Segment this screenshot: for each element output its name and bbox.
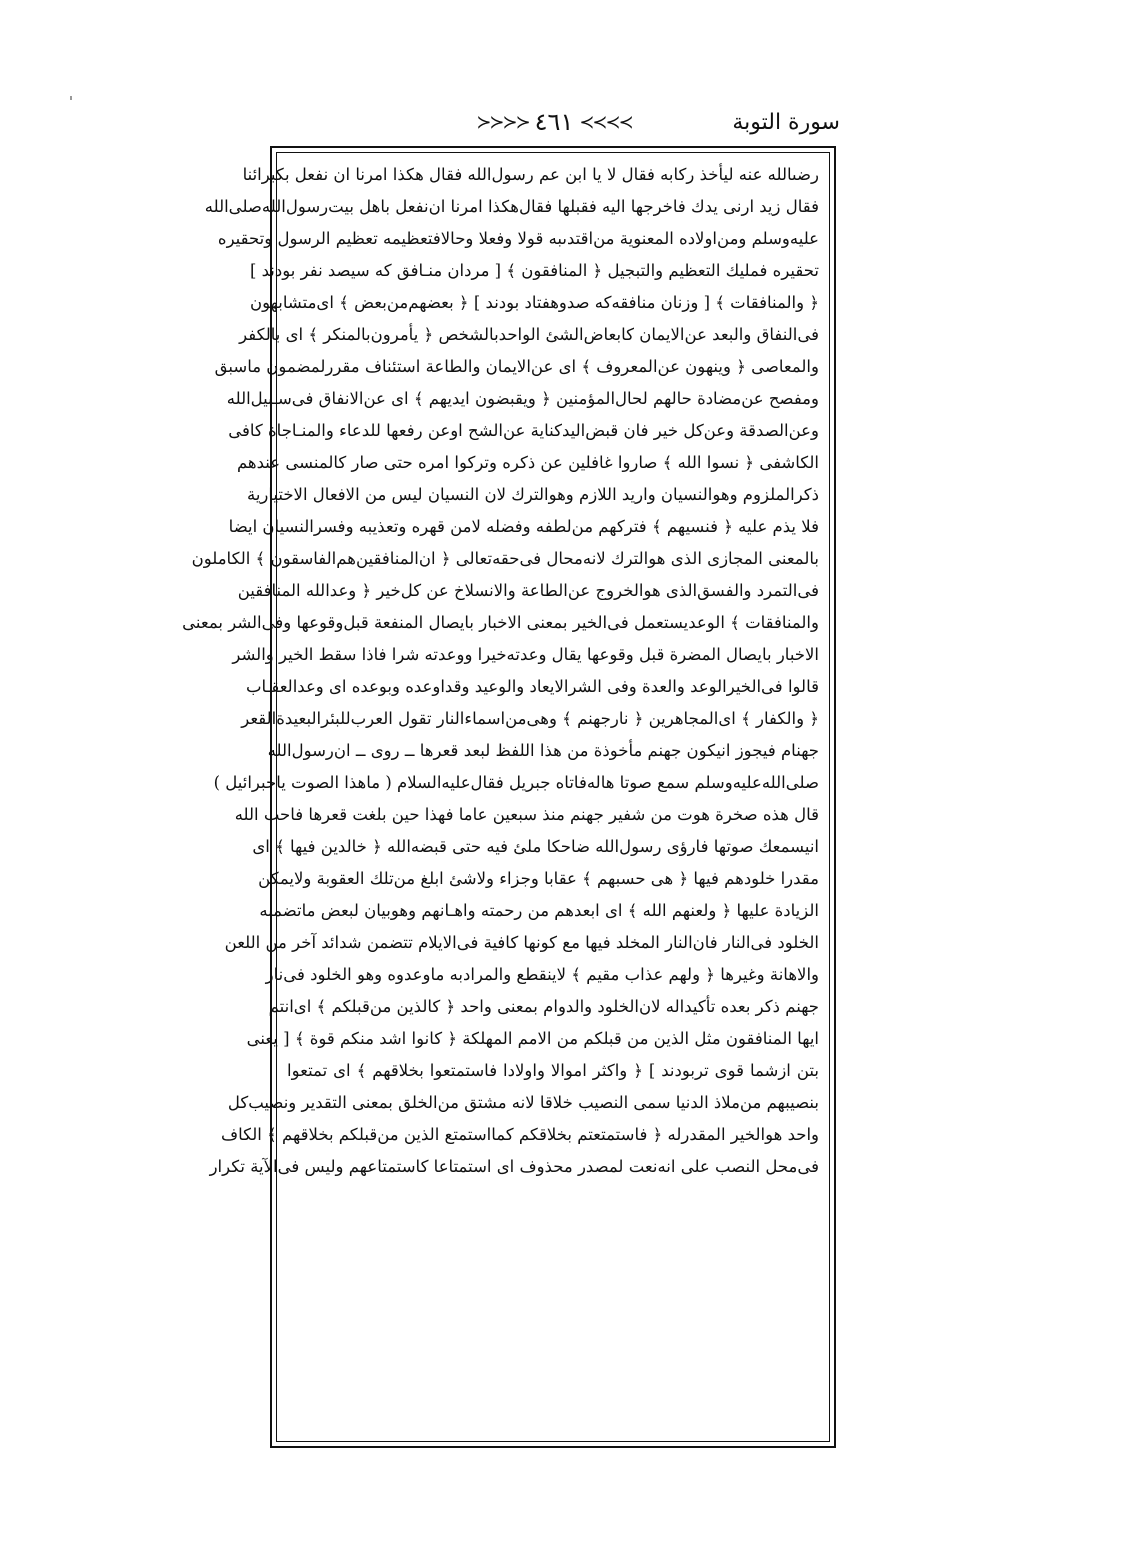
text-body — [182, 159, 819, 1435]
text-line: انيسمعك صوتها فارؤى رسول‌الله ضاحكا ملئ فيه حتى قبضه‌الله ﴿ خالدين فيها ﴾ اى — [252, 837, 819, 856]
scan-speck — [70, 96, 72, 100]
text-line: عليه‌وسلم ومن‌اولاده المعنوية من‌اقتدىبه قولا وفعلا وحالافتعظيمه تعظيم الرسول وتحقيره — [217, 229, 819, 248]
text-line: والمنافقات ﴾ الوعد‌يستعمل فى‌الخير بمعنى الاخبار بايصال المنفعة قبل‌وقوعها وفى‌الشر بمعنى — [182, 613, 819, 632]
page-frame-inner — [182, 152, 830, 1442]
ornament-right-icon: ≺≺≺≺ — [579, 111, 632, 133]
text-line: فى‌التمرد والفسق‌الذى هوالخروج عن‌الطاعة والانسلاخ عن كل‌خير ﴿ وعدالله المنافقين — [237, 581, 819, 600]
text-line: جهنام فيجوز انيكون جهنم مأخوذة من هذا اللفظ لبعد قعرها ــ روى ــ ان‌رسول‌الله — [267, 741, 819, 760]
text-line: بنصيبهم من‌ملاذ الدنيا سمى النصيب خلاقا لانه مشتق من‌الخلق بمعنى التقدير ونصيب‌كل — [227, 1093, 819, 1112]
text-line: قالوا فى‌الخير‌الوعد والعدة وفى الشر‌الايعاد والوعيد وقداوعده وبوعده اى وعدالعقـاب — [245, 677, 819, 696]
text-line: ايها المنافقون مثل الذين من قبلكم من الامم المهلكة ﴿ كانوا اشد منكم قوة ﴾ [ يعنى — [246, 1029, 819, 1048]
text-line: ومفصح عن‌مضادة حالهم لحال‌المؤمنين ﴿ ويقبضون ايديهم ﴾ اى عن‌الانفاق فى‌سـبيل‌الله — [226, 389, 819, 408]
text-line: ﴿ والكفار ﴾ اى‌المجاهرين ﴿ نارجهنم ﴾ وهى‌من‌اسماء‌النار تقول العرب‌للبئر‌البعيدة‌القعر — [241, 709, 819, 728]
text-line: ﴿ والمنافقات ﴾ [ وزنان منافقه‌كه صدوهفتاد بودند ] ﴿ بعضهم‌من‌بعض ﴾ اى‌متشابهون — [250, 293, 819, 312]
text-line: فلا يذم عليه ﴿ فنسيهم ﴾ فتركهم من‌لطفه وفضله لامن قهره وتعذيبه وفسر‌النسيان ايضا — [228, 517, 819, 536]
surah-title: سورة التوبة — [732, 110, 840, 135]
text-line: رضىالله عنه ليأخذ ركابه فقال لا يا ابن عم رسول‌الله فقال هكذا امرنا ان نفعل بكبرائنا — [242, 165, 819, 184]
text-line: وعن‌الصدقة وعن‌كل خير فان قبض‌اليد‌كناية عن‌الشح اوعن رفعها للدعاء والمنـاجاة كافى — [228, 421, 819, 440]
text-line: واحد هوالخير المقدرله ﴿ فاستمتعتم بخلاقكم كما‌استمتع الذين من‌قبلكم بخلاقهم ﴾ الكاف — [220, 1125, 819, 1144]
text-line: الاخبار بايصال المضرة قبل وقوعها يقال وعدته‌خيرا ووعدته شرا فاذا سقط الخير والشر — [232, 645, 819, 664]
text-line: الزيادة عليها ﴿ ولعنهم الله ﴾ اى ابعدهم من رحمته واهـانهم وهوبيان لبعض ماتضمنه — [259, 901, 819, 920]
text-line: جهنم ذكر بعده تأكيداله لان‌الخلود والدوام بمعنى واحد ﴿ كالذين من‌قبلكم ﴾ اى‌انتم — [268, 997, 819, 1016]
text-line: مقدرا خلودهم فيها ﴿ هى حسبهم ﴾ عقابا وجزاء ولاشئ ابلغ من‌تلك العقوبة ولايمكن — [258, 869, 819, 888]
ornament-left-icon: ≻≻≻≻ — [476, 111, 529, 133]
text-line: والاهانة وغيرها ﴿ ولهم عذاب مقيم ﴾ لاينقطع والمرادبه ماوعدوه وهو الخلود فى‌نار — [265, 965, 819, 984]
text-line: الكاشفى ﴿ نسوا الله ﴾ صاروا غافلين عن ذكره وتركوا امره حتى صار كالمنسى عندهم — [236, 453, 819, 472]
text-line: والمعاصى ﴿ وينهون عن‌المعروف ﴾ اى عن‌الايمان والطاعة استئناف مقرر‌لمضمون ماسبق — [214, 357, 819, 376]
text-line: فى‌محل النصب على انه‌نعت لمصدر محذوف اى استمتاعا كاستمتاعهم وليس فى‌الآية تكرار — [209, 1157, 819, 1176]
page-frame — [182, 146, 836, 1448]
page-number-block — [476, 108, 631, 136]
text-line: الخلود فى‌النار فان‌النار المخلد فيها مع كونها كافية فى‌الايلام تتضمن شدائد آخر من اللعن — [224, 933, 819, 952]
text-line: تحقيره فمليك التعظيم والتبجيل ﴿ المنافقون ﴾ [ مردان منـافق كه سيصد نفر بودند ] — [249, 261, 819, 280]
page-number: ٤٦١ — [534, 108, 574, 136]
text-line: فقال زيد ارنى يدك فاخرجها اليه فقبلها فقال‌هكذا امرنا ان‌نفعل باهل بيت‌رسول‌الله‌صلى‌الله — [204, 197, 819, 216]
text-line: فى‌النفاق والبعد عن‌الايمان كابعاض‌الشئ الواحدبالشخص ﴿ يأمرون‌بالمنكر ﴾ اى بالكفر — [239, 325, 819, 344]
page-header — [268, 108, 840, 142]
text-line: بالمعنى المجازى الذى هوالترك لانه‌محال فى‌حقه‌تعالى ﴿ ان‌المنافقين‌هم‌الفاسقون ﴾ الكاملون — [191, 549, 819, 568]
text-line: بتن ازشما قوى تربودند ] ﴿ واكثر اموالا واولادا فاستمتعوا بخلاقهم ﴾ اى تمتعوا — [287, 1061, 819, 1080]
text-line: قال هذه صخرة هوت من شفير جهنم منذ سبعين عاما فهذا حين بلغت قعرها فاحب الله — [234, 805, 819, 824]
text-line: صلى‌الله‌عليه‌وسلم سمع صوتا هاله‌فاتاه جبريل فقال‌عليه‌السلام ( ماهذا الصوت ياجبرائيل ) — [213, 773, 819, 792]
text-line: ذكر‌الملزوم وهوالنسيان واريد اللازم وهوالترك لان النسيان ليس من الافعال الاختيارية — [246, 485, 819, 504]
